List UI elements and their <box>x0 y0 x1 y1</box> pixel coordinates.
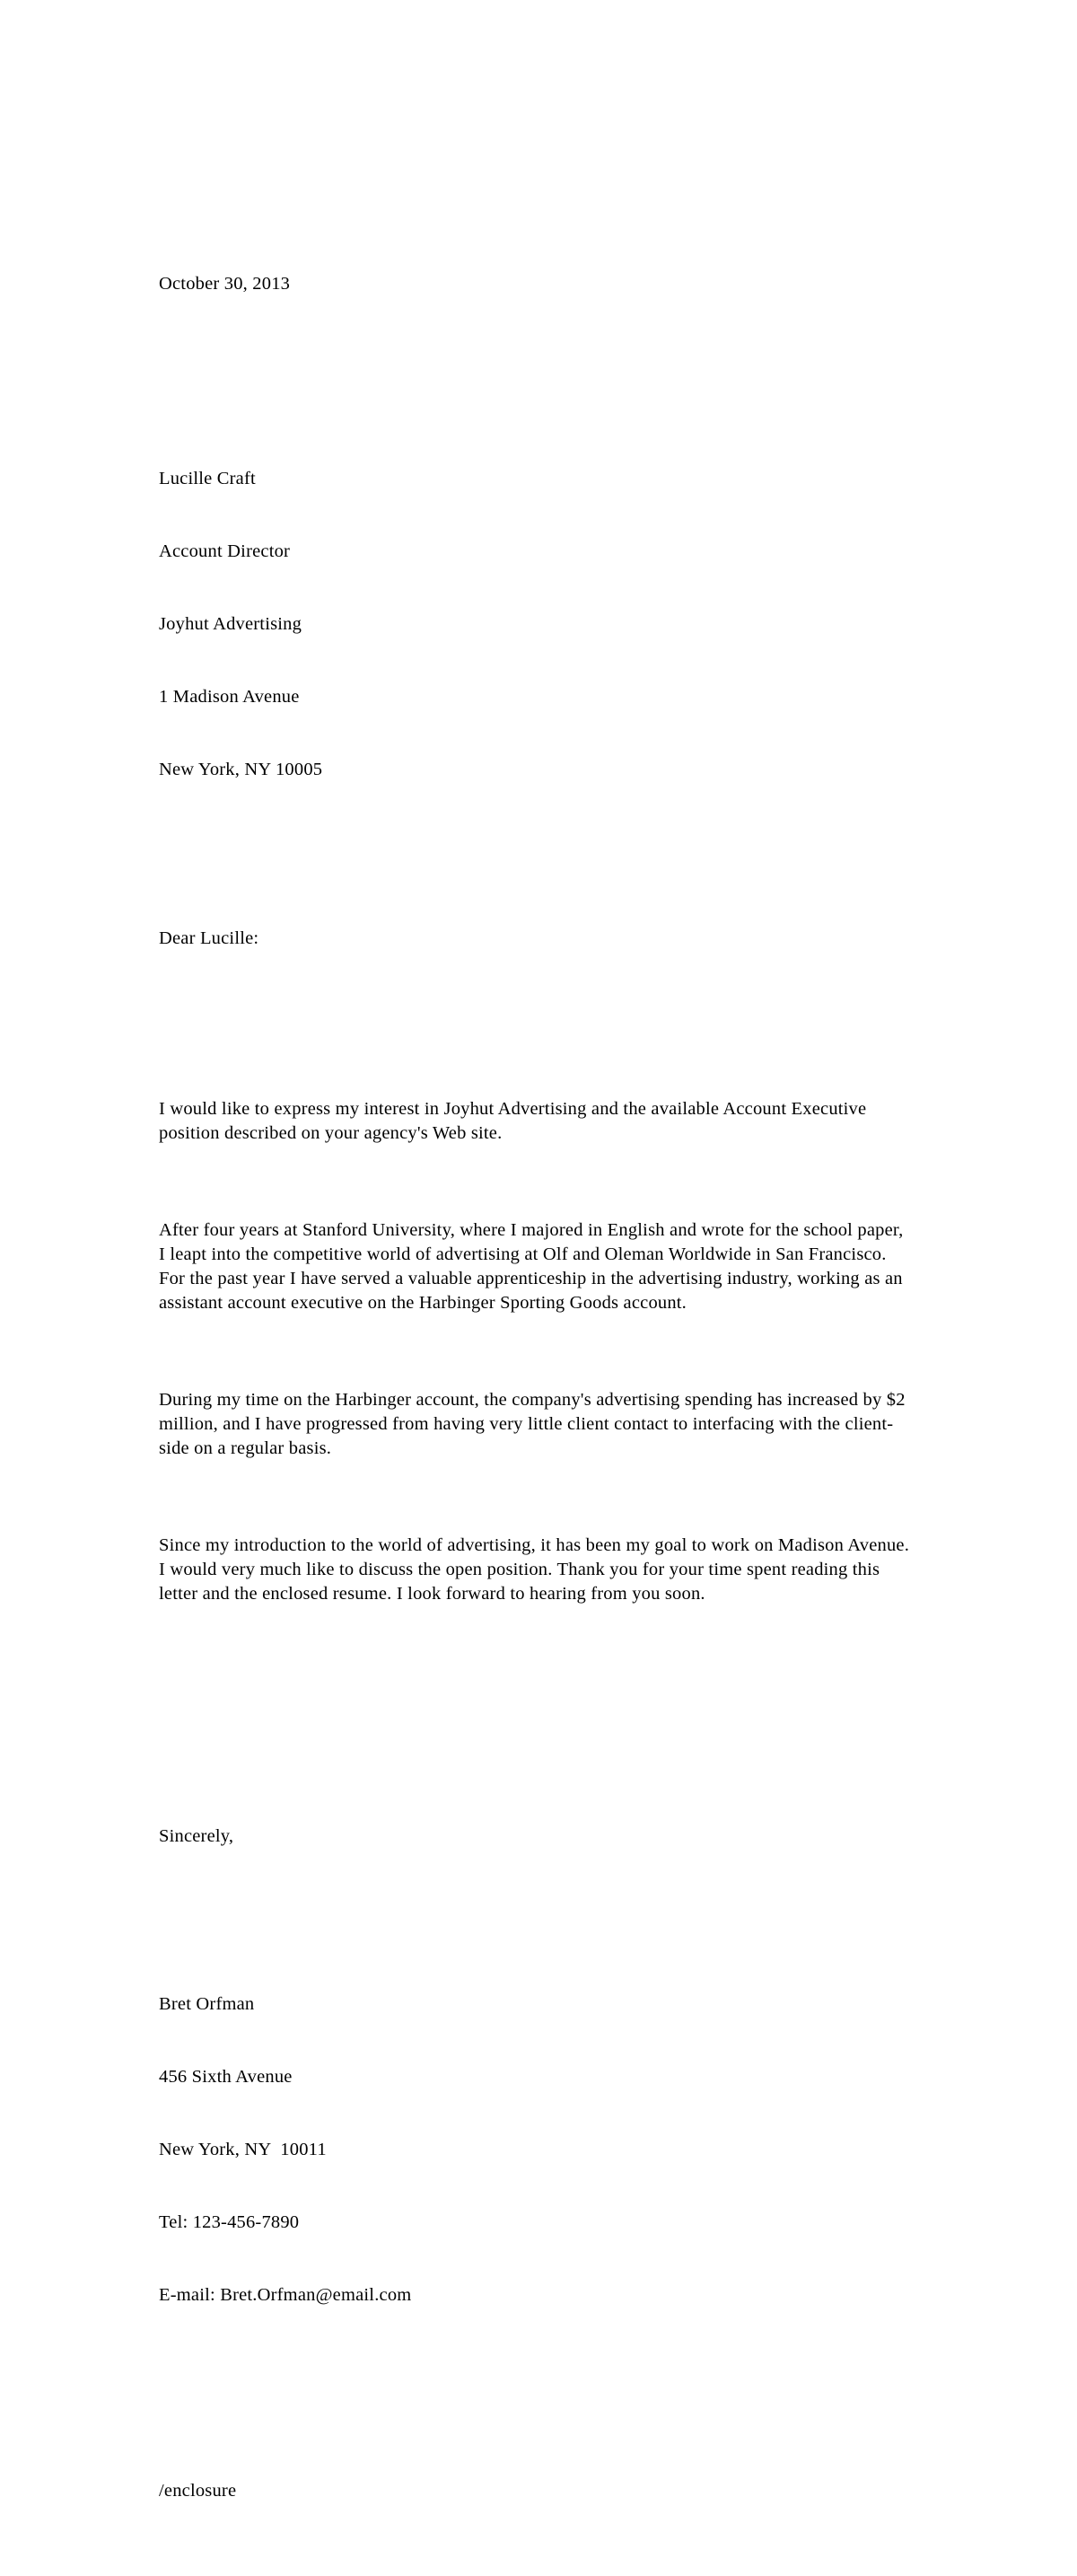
sender-tel: Tel: 123-456-7890 <box>159 2212 300 2232</box>
complimentary-close: Sincerely, <box>159 1826 234 1846</box>
sender-street: 456 Sixth Avenue <box>159 2067 293 2087</box>
paragraph-closing: Since my introduction to the world of advertising, it has been my goal to work on Madison Avenue. I would very much like to discuss the open position. Thank you for your time spent reading this letter and the enclosed resume. I look forward to hearing from you soon. <box>159 1535 915 1604</box>
letter-date: October 30, 2013 <box>159 274 291 294</box>
sender-signature-block <box>159 1944 914 2356</box>
paragraph-background: After four years at Stanford University, where I majored in English and wrote for the school paper, I leapt into the competitive world of advertising at Olf and Oleman Worldwide in San Francisco. For the past year I have served a valuable apprenticeship in the advertising industry, working as an assistant account executive on the Harbinger Sporting Goods account. <box>159 1220 908 1313</box>
recipient-street: 1 Madison Avenue <box>159 687 300 707</box>
sender-name: Bret Orfman <box>159 1994 255 2014</box>
recipient-address-block <box>159 418 914 831</box>
cover-letter <box>159 199 914 2576</box>
recipient-company: Joyhut Advertising <box>159 614 302 634</box>
recipient-name: Lucille Craft <box>159 469 256 488</box>
letter-body <box>159 1049 914 1679</box>
enclosure-notation: /enclosure <box>159 2481 237 2501</box>
paragraph-results: During my time on the Harbinger account, the company's advertising spending has increased by $2 million, and I have progressed from having very little client contact to interfacing with the client-side on a regular basis. <box>159 1390 910 1458</box>
recipient-title: Account Director <box>159 541 291 561</box>
paragraph-intro: I would like to express my interest in Joyhut Advertising and the available Account Executive position described on your agency's Web site. <box>159 1099 871 1143</box>
recipient-city: New York, NY 10005 <box>159 760 323 779</box>
sender-email: E-mail: Bret.Orfman@email.com <box>159 2285 412 2305</box>
salutation: Dear Lucille: <box>159 928 259 948</box>
sender-city: New York, NY 10011 <box>159 2140 327 2159</box>
